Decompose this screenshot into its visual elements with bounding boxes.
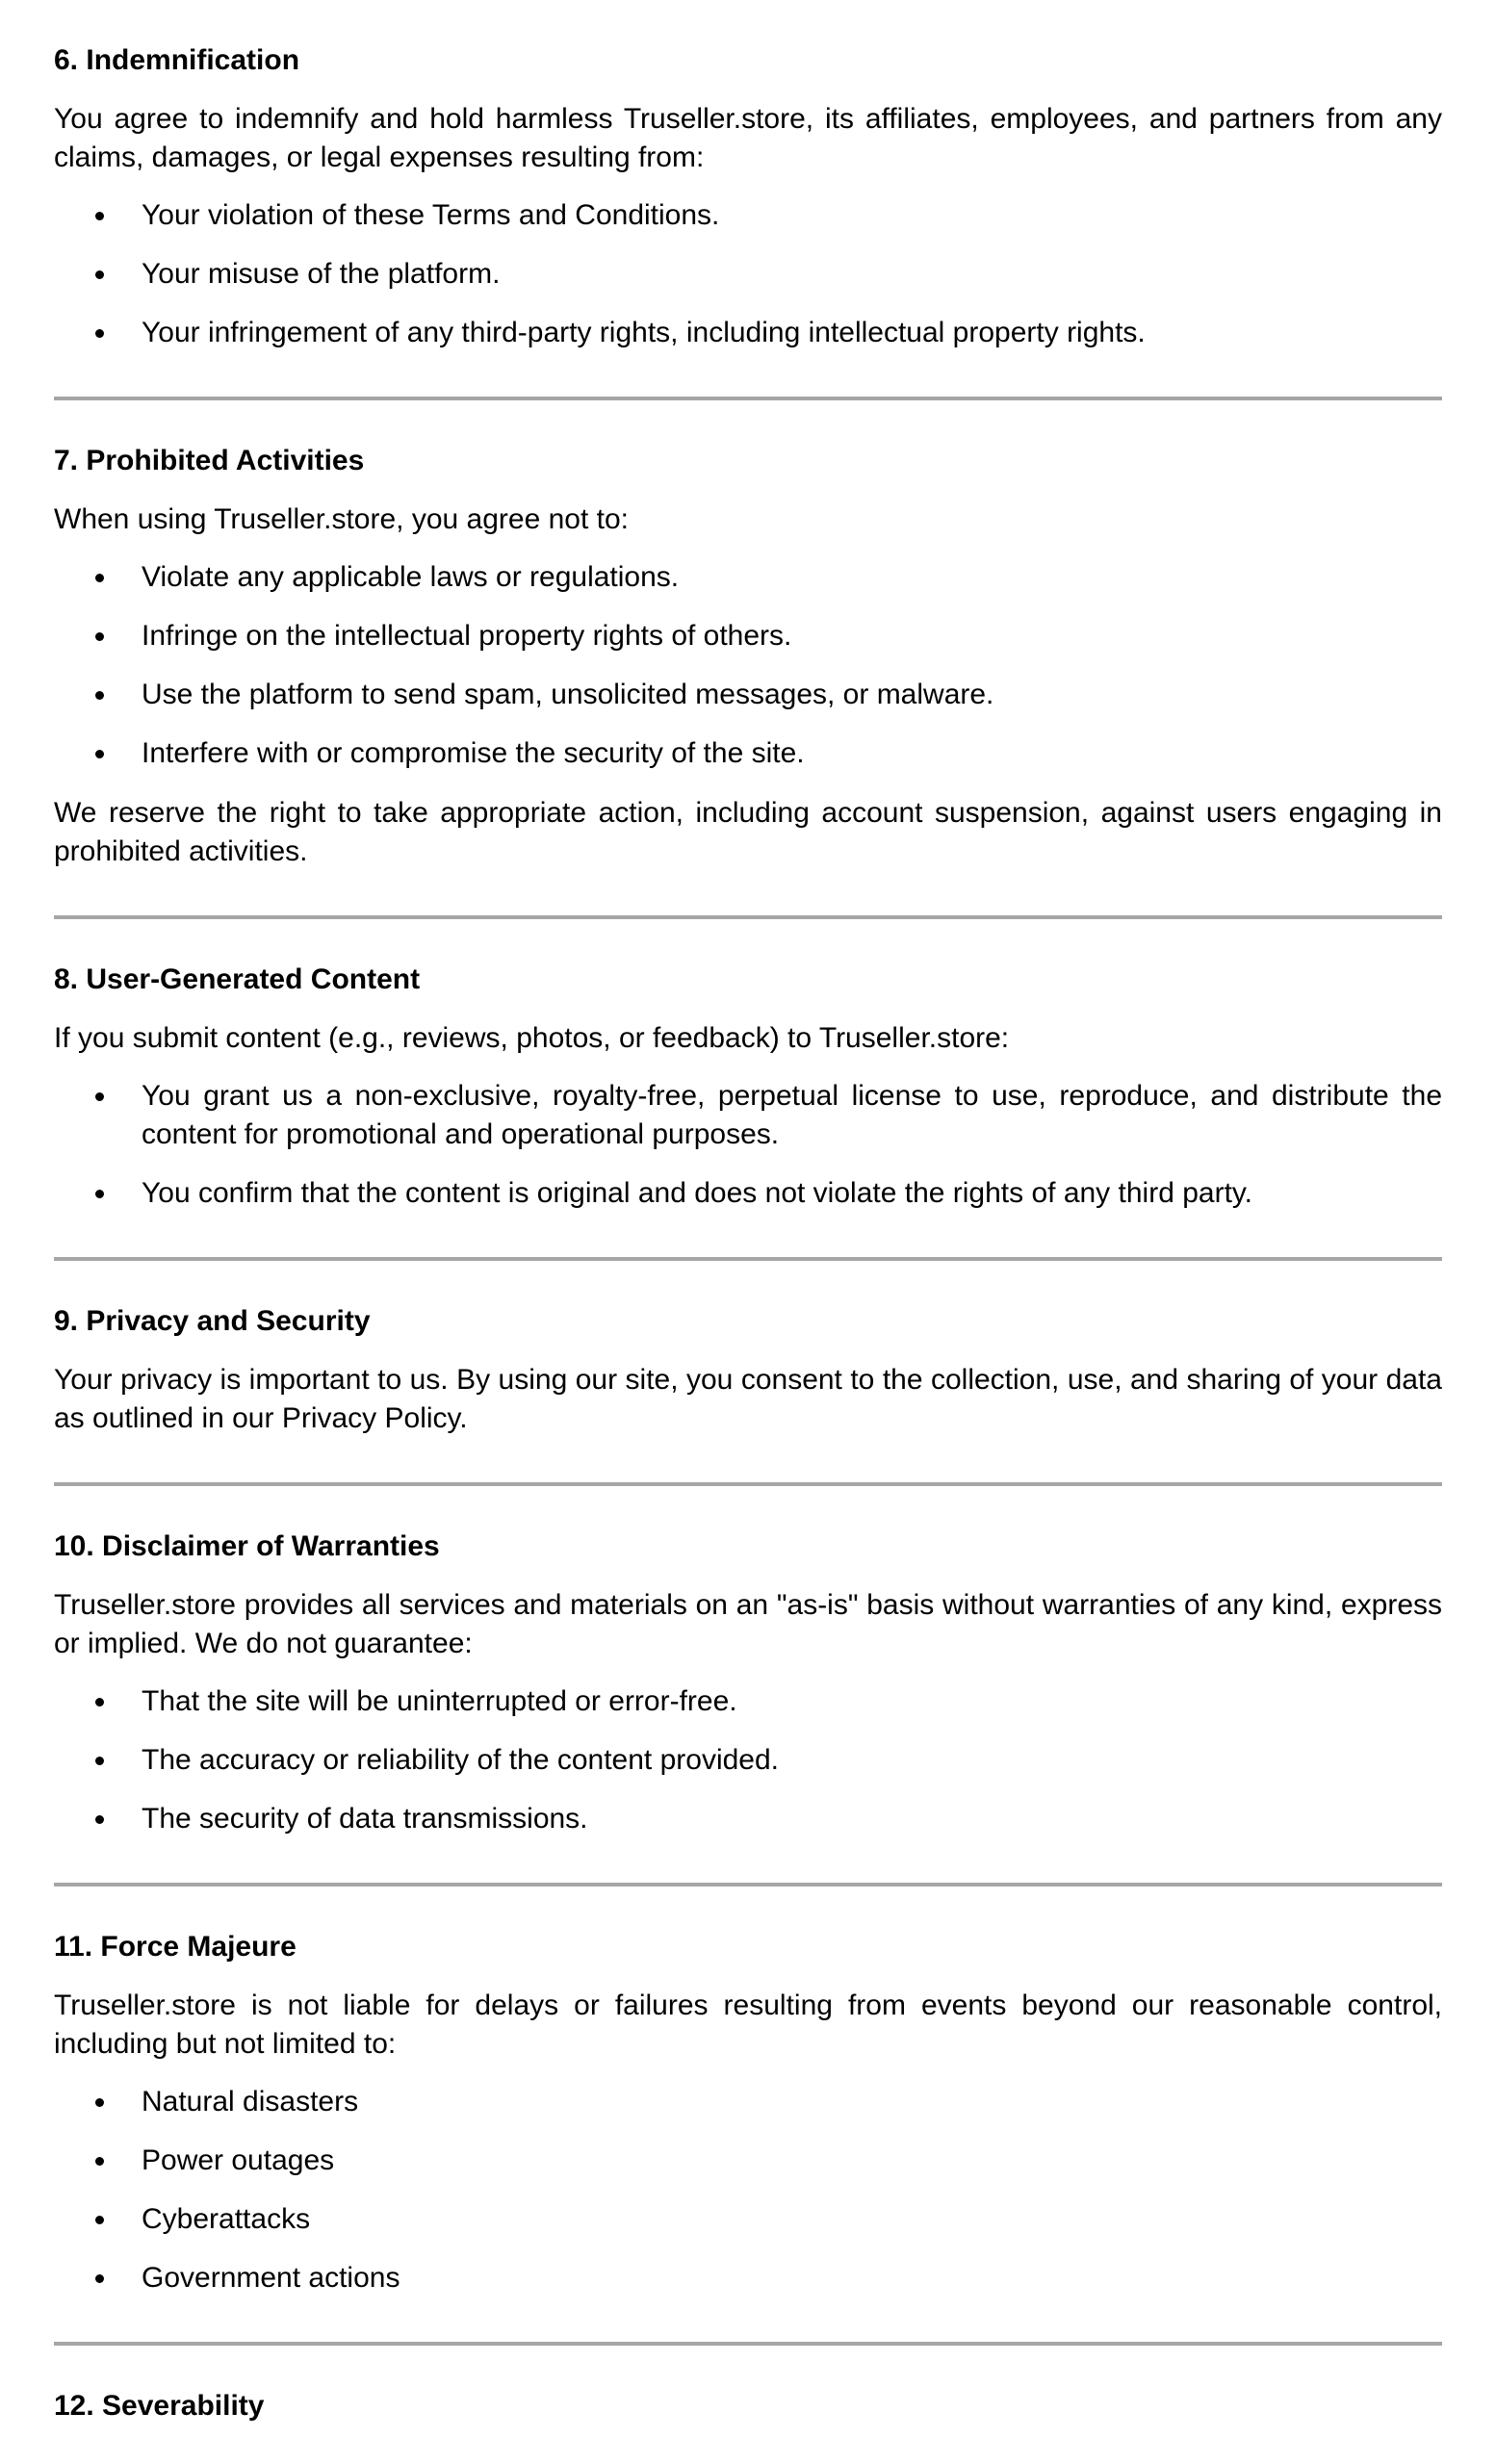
section-divider [54, 397, 1442, 400]
section-title: 6. Indemnification [54, 44, 300, 76]
section-title: 11. Force Majeure [54, 1931, 297, 1963]
bullet-icon [95, 270, 104, 279]
section-force-majeure [54, 1929, 1442, 2297]
list-item: Government actions [54, 2259, 1442, 2297]
bullet-icon [95, 750, 104, 758]
list-item: Power outages [54, 2142, 1442, 2180]
bullet-icon [95, 2098, 104, 2107]
section-severability [54, 2388, 1442, 2425]
bullet-list [54, 558, 1442, 773]
bullet-icon [95, 2157, 104, 2166]
bullet-icon [95, 212, 104, 220]
section-prohibited-activities [54, 443, 1442, 871]
section-indemnification [54, 42, 1442, 352]
section-intro: When using Truseller.store, you agree not to: [54, 503, 629, 535]
bullet-list [54, 1077, 1442, 1213]
list-item: Your misuse of the platform. [54, 255, 1442, 294]
bullet-icon [95, 1815, 104, 1824]
section-intro: Your privacy is important to us. By using our site, you consent to the collection, use, and sharing of your data as outlined in our Privacy Policy. [54, 1364, 1442, 1434]
section-privacy-and-security [54, 1303, 1442, 1438]
bullet-icon [95, 632, 104, 641]
list-item: Your violation of these Terms and Conditions. [54, 196, 1442, 235]
section-divider [54, 915, 1442, 919]
section-divider [54, 2342, 1442, 2346]
list-item: Your infringement of any third-party rights, including intellectual property rights. [54, 314, 1442, 352]
bullet-icon [95, 1190, 104, 1198]
bullet-icon [95, 691, 104, 700]
section-title: 12. Severability [54, 2390, 265, 2422]
bullet-icon [95, 1757, 104, 1765]
bullet-list [54, 1682, 1442, 1838]
section-divider [54, 1257, 1442, 1261]
list-item: Infringe on the intellectual property rights of others. [54, 617, 1442, 655]
list-item: Interfere with or compromise the security of the site. [54, 734, 1442, 773]
bullet-icon [95, 1092, 104, 1101]
list-item: Use the platform to send spam, unsolicited messages, or malware. [54, 676, 1442, 714]
bullet-list [54, 2083, 1442, 2297]
section-intro: Truseller.store is not liable for delays or failures resulting from events beyond our reasonable control, including but not limited to: [54, 1989, 1442, 2060]
list-item: Cyberattacks [54, 2200, 1442, 2239]
bullet-icon [95, 2274, 104, 2283]
list-item: The security of data transmissions. [54, 1800, 1442, 1838]
section-divider [54, 1482, 1442, 1486]
section-intro: You agree to indemnify and hold harmless Truseller.store, its affiliates, employees, and partners from any claims, damages, or legal expenses resulting from: [54, 103, 1442, 173]
list-item: Violate any applicable laws or regulations. [54, 558, 1442, 597]
section-divider [54, 1883, 1442, 1886]
bullet-icon [95, 2216, 104, 2224]
section-title: 9. Privacy and Security [54, 1305, 371, 1337]
list-item: That the site will be uninterrupted or error-free. [54, 1682, 1442, 1721]
list-item: You grant us a non-exclusive, royalty-free, perpetual license to use, reproduce, and distribute the content for promotional and operational purposes. [54, 1077, 1442, 1154]
section-title: 8. User-Generated Content [54, 963, 421, 995]
list-item: The accuracy or reliability of the content provided. [54, 1741, 1442, 1780]
section-title: 10. Disclaimer of Warranties [54, 1530, 440, 1562]
bullet-icon [95, 1698, 104, 1707]
bullet-icon [95, 329, 104, 338]
bullet-icon [95, 574, 104, 582]
bullet-list [54, 196, 1442, 352]
section-user-generated-content [54, 962, 1442, 1213]
section-intro: If you submit content (e.g., reviews, photos, or feedback) to Truseller.store: [54, 1022, 1010, 1054]
section-outro: We reserve the right to take appropriate action, including account suspension, against users engaging in prohibited activities. [54, 797, 1442, 867]
section-title: 7. Prohibited Activities [54, 445, 365, 476]
list-item: Natural disasters [54, 2083, 1442, 2121]
list-item: You confirm that the content is original and does not violate the rights of any third party. [54, 1174, 1442, 1213]
section-intro: Truseller.store provides all services and materials on an "as-is" basis without warranties of any kind, express or implied. We do not guarantee: [54, 1589, 1442, 1659]
section-disclaimer-of-warranties [54, 1528, 1442, 1838]
